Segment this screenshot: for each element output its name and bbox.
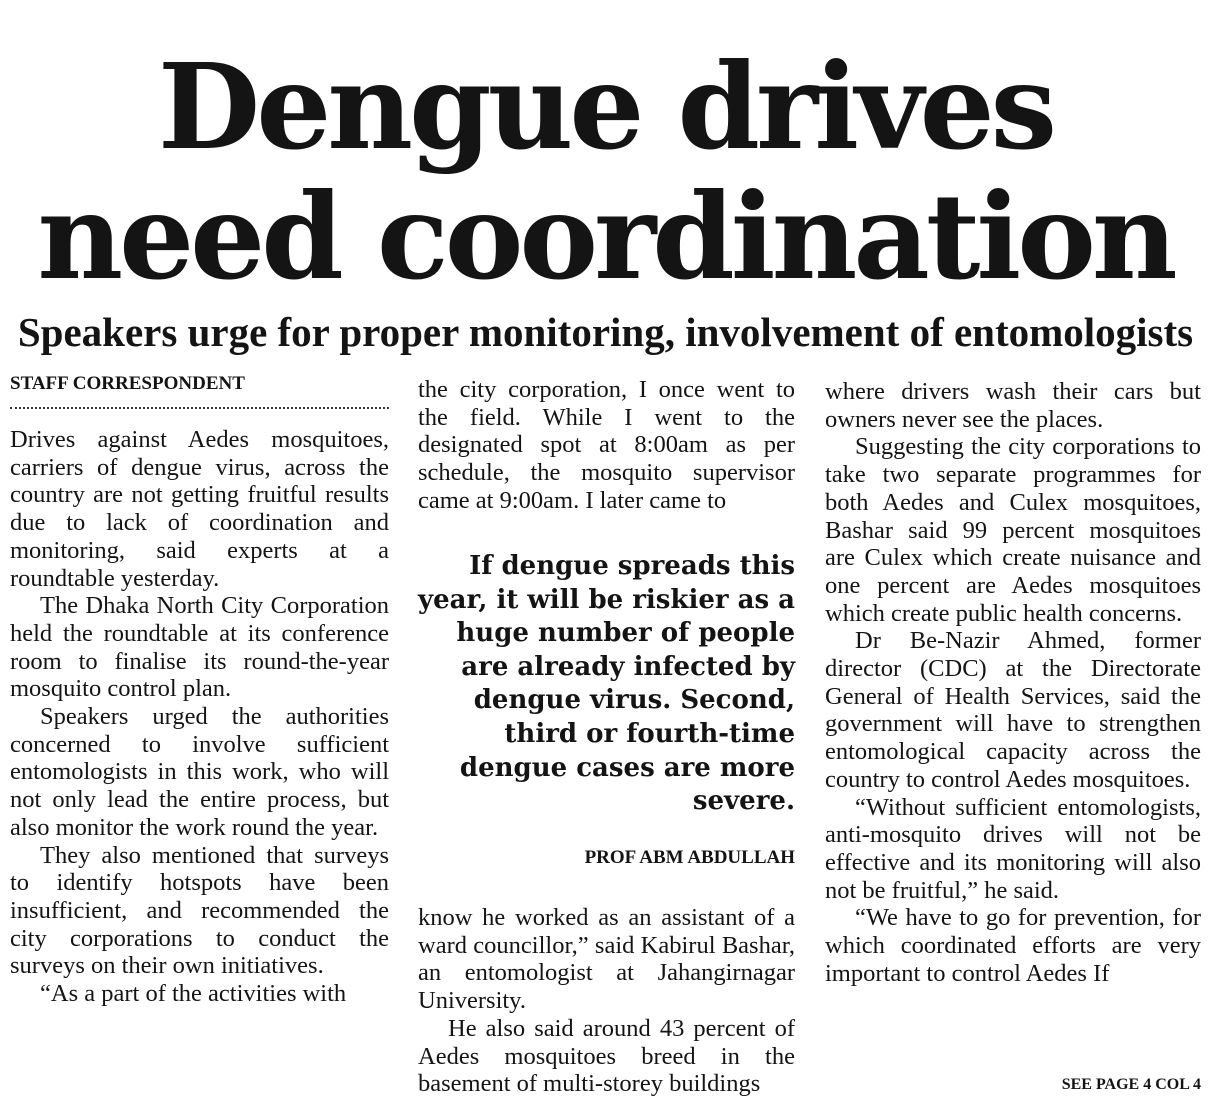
byline: STAFF CORRESPONDENT xyxy=(10,373,245,394)
pull-quote-attribution: PROF ABM ABDULLAH xyxy=(584,847,795,868)
paragraph: “We have to go for prevention, for which coordinated efforts are very important to control Aedes If xyxy=(825,904,1201,987)
paragraph: Suggesting the city corporations to take two separate programmes for both Aedes and Culex mosquitoes, Bashar said 99 percent mosquitoes are Culex which create nuisance and one percent are Aedes mosquitoes which create public health concerns. xyxy=(825,433,1201,627)
paragraph: know he worked as an assistant of a ward councillor,” said Kabirul Bashar, an entomologist at Jahangirnagar University. xyxy=(418,904,795,1015)
article-column-1 xyxy=(10,426,389,1008)
continuation-jump: SEE PAGE 4 COL 4 xyxy=(1061,1076,1201,1093)
paragraph: the city corporation, I once went to the field. While I went to the designated spot at 8:00am as per schedule, the mosquito supervisor came at 9:00am. I later came to xyxy=(418,376,795,514)
headline-line-1: Dengue drives xyxy=(157,37,1054,176)
byline-divider xyxy=(10,407,389,409)
paragraph: where drivers wash their cars but owners never see the places. xyxy=(825,378,1201,433)
paragraph: The Dhaka North City Corporation held the roundtable at its conference room to finalise its round-the-year mosquito control plan. xyxy=(10,592,389,703)
subheadline: Speakers urge for proper monitoring, involvement of entomologists xyxy=(17,309,1194,355)
paragraph: “Without sufficient entomologists, anti-mosquito drives will not be effective and its monitoring will also not be fruitful,” he said. xyxy=(825,793,1201,904)
headline-line-2: need coordination xyxy=(37,167,1174,306)
paragraph: He also said around 43 percent of Aedes mosquitoes breed in the basement of multi-storey buildings xyxy=(418,1014,795,1098)
article-column-3 xyxy=(825,378,1201,987)
article-column-2-top xyxy=(418,376,795,515)
paragraph: They also mentioned that surveys to identify hotspots have been insufficient, and recommended the city corporations to conduct the surveys on their own initiatives. xyxy=(10,841,389,980)
paragraph: “As a part of the activities with xyxy=(40,980,347,1008)
pull-quote: If dengue spreads this year, it will be riskier as a huge number of people are already infected by dengue virus. Second, third or fourth-time dengue cases are more severe. xyxy=(418,551,795,817)
paragraph: Dr Be-Nazir Ahmed, former director (CDC) at the Directorate General of Health Services, said the government will have to strengthen entomological capacity across the country to control Aedes mosquitoes. xyxy=(825,627,1201,793)
paragraph: Drives against Aedes mosquitoes, carriers of dengue virus, across the country are not getting fruitful results due to lack of coordination and monitoring, said experts at a roundtable yesterday. xyxy=(10,426,389,592)
article-column-2-bottom xyxy=(418,904,795,1098)
paragraph: Speakers urged the authorities concerned to involve sufficient entomologists in this work, who will not only lead the entire process, but also monitor the work round the year. xyxy=(10,703,389,841)
